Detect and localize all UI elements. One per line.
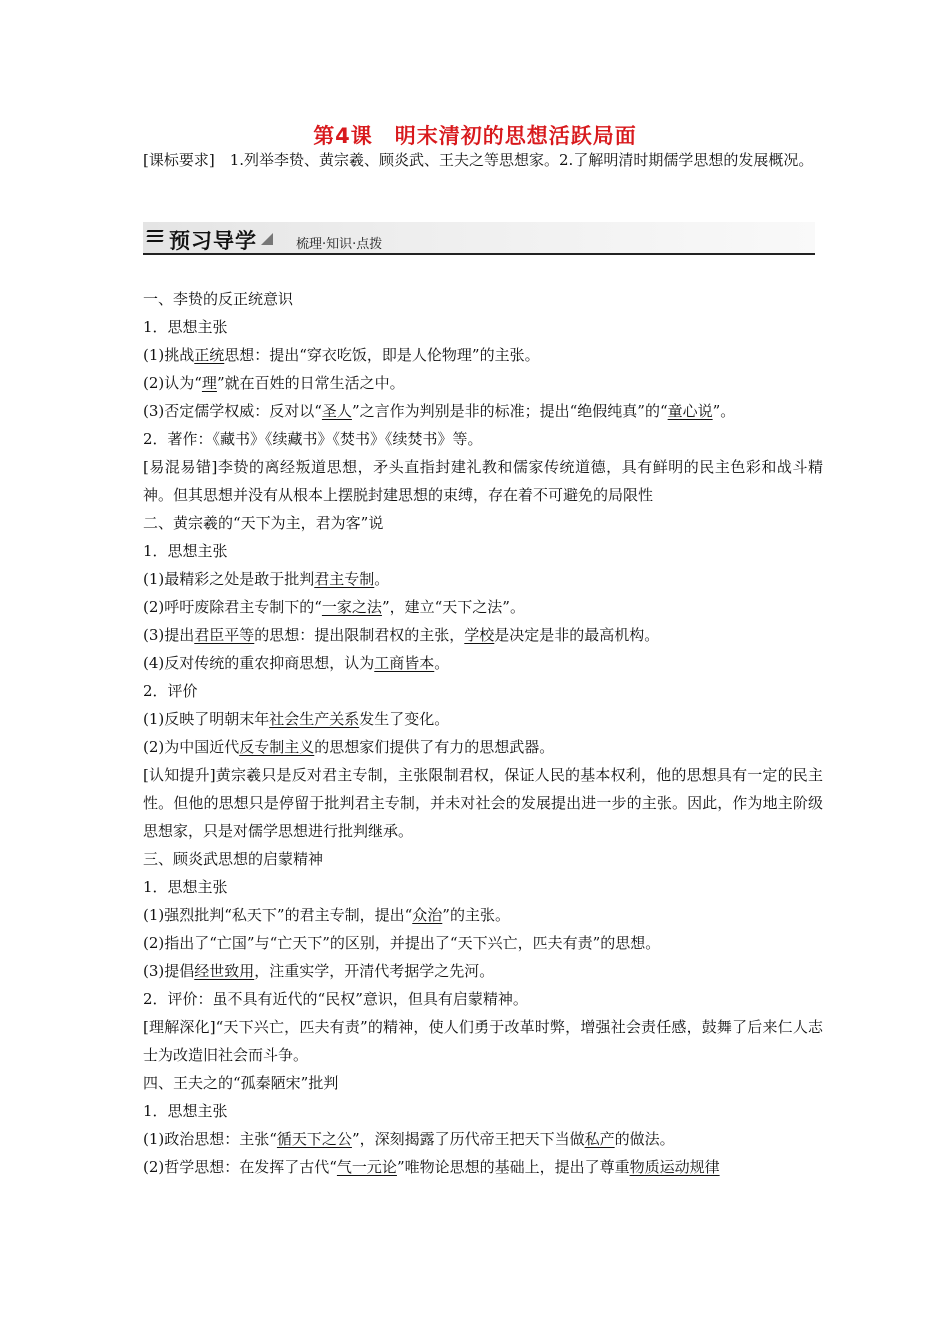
text-segment: 2．评价：虽不具有近代的“民权”意识，但具有启蒙精神。 <box>143 990 528 1008</box>
banner-rule <box>143 253 815 255</box>
underlined-keyword: 反专制主义 <box>239 738 315 756</box>
text-segment: [认知提升]黄宗羲只是反对君主专制，主张限制君权，保证人民的基本权利，他的思想具有一定的民主性。但他的思想只是停留于批判君主专制，并未对社会的发展提出进一步的主张。因此，作为地主阶级思想家，只是对儒学思想进行批判继承。 <box>143 766 823 840</box>
text-segment: (4)反对传统的重农抑商思想，认为 <box>143 654 375 672</box>
underlined-keyword: 一家之法 <box>321 598 382 616</box>
text-segment: 1．思想主张 <box>143 878 228 896</box>
curriculum-requirements: [课标要求] 1.列举李贽、黄宗羲、顾炎武、王夫之等思想家。2.了解明清时期儒学思想的发展概况。 <box>143 151 814 169</box>
underlined-keyword: 学校 <box>464 626 495 644</box>
text-segment: (1)最精彩之处是敢于批判 <box>143 570 315 588</box>
text-segment: 2．评价 <box>143 682 198 700</box>
text-line <box>143 1125 823 1153</box>
text-segment: 发生了变化。 <box>359 710 450 728</box>
underlined-keyword: 众治 <box>412 906 443 924</box>
underlined-keyword: 正统 <box>194 346 225 364</box>
text-line <box>143 985 823 1013</box>
text-segment: 的做法。 <box>614 1130 675 1148</box>
text-segment: 1．思想主张 <box>143 318 228 336</box>
text-line <box>143 425 823 453</box>
text-segment: (2)呼吁废除君主专制下的“ <box>143 598 322 616</box>
triangle-icon <box>261 233 273 245</box>
underlined-keyword: 经世致用 <box>194 962 255 980</box>
text-line <box>143 1097 823 1125</box>
text-segment: ”，建立“天下之法”。 <box>381 598 525 616</box>
underlined-keyword: 循天下之公 <box>276 1130 352 1148</box>
stripes-icon <box>147 230 163 246</box>
text-segment: 三、顾炎武思想的启蒙精神 <box>143 850 324 868</box>
text-segment: 二、黄宗羲的“天下为主，君为客”说 <box>143 514 384 532</box>
text-line <box>143 369 823 397</box>
text-segment: 。 <box>434 654 450 672</box>
text-line <box>143 1013 823 1069</box>
underlined-keyword: 社会生产关系 <box>269 710 360 728</box>
banner-subtitle: 梳理·知识·点拨 <box>296 237 383 252</box>
section-banner <box>143 222 815 256</box>
text-line <box>143 621 823 649</box>
text-segment: (1)政治思想：主张“ <box>143 1130 277 1148</box>
text-line <box>143 705 823 733</box>
text-line <box>143 649 823 677</box>
text-segment: ，注重实学，开清代考据学之先河。 <box>254 962 495 980</box>
text-segment: 思想：提出“穿衣吃饭，即是人伦物理”的主张。 <box>224 346 540 364</box>
text-line <box>143 1153 823 1181</box>
text-segment: 1．思想主张 <box>143 1102 228 1120</box>
underlined-keyword: 工商皆本 <box>374 654 435 672</box>
text-segment: 2．著作：《藏书》《续藏书》《焚书》《续焚书》等。 <box>143 430 483 448</box>
underlined-keyword: 理 <box>201 374 217 392</box>
underlined-keyword: 君臣平等 <box>194 626 255 644</box>
underlined-keyword: 圣人 <box>321 402 352 420</box>
text-segment: 的思想：提出限制君权的主张， <box>254 626 465 644</box>
text-segment: 1．思想主张 <box>143 542 228 560</box>
underlined-keyword: 君主专制 <box>314 570 375 588</box>
text-line <box>143 397 823 425</box>
text-line <box>143 537 823 565</box>
text-line <box>143 929 823 957</box>
text-segment: ”之言作为判别是非的标准；提出“绝假纯真”的“ <box>351 402 668 420</box>
text-segment: (2)哲学思想：在发挥了古代“ <box>143 1158 337 1176</box>
underlined-keyword: 气一元论 <box>336 1158 397 1176</box>
text-segment: ”就在百姓的日常生活之中。 <box>216 374 405 392</box>
text-line <box>143 761 823 845</box>
text-segment: (1)反映了明朝末年 <box>143 710 270 728</box>
text-line <box>143 593 823 621</box>
text-segment: 是决定是非的最高机构。 <box>494 626 660 644</box>
text-line <box>143 733 823 761</box>
text-segment: (1)强烈批判“私天下”的君主专制，提出“ <box>143 906 413 924</box>
banner-heading: 预习导学 <box>169 229 257 253</box>
text-segment: 的思想家们提供了有力的思想武器。 <box>314 738 555 756</box>
text-line <box>143 565 823 593</box>
text-line <box>143 341 823 369</box>
document-body <box>143 285 823 1181</box>
text-line <box>143 677 823 705</box>
text-line <box>143 453 823 509</box>
text-segment: (1)挑战 <box>143 346 195 364</box>
text-segment: [易混易错]李贽的离经叛道思想，矛头直指封建礼教和儒家传统道德，具有鲜明的民主色彩和战斗精神。但其思想并没有从根本上摆脱封建思想的束缚，存在着不可避免的局限性 <box>143 458 823 504</box>
text-segment: (2)指出了“亡国”与“亡天下”的区别，并提出了“天下兴亡，匹夫有责”的思想。 <box>143 934 661 952</box>
text-line <box>143 509 823 537</box>
text-line <box>143 873 823 901</box>
text-segment: ”，深刻揭露了历代帝王把天下当做 <box>351 1130 585 1148</box>
text-line <box>143 901 823 929</box>
text-line <box>143 1069 823 1097</box>
text-segment: (3)提倡 <box>143 962 195 980</box>
text-line <box>143 957 823 985</box>
text-segment: ”唯物论思想的基础上，提出了尊重 <box>396 1158 630 1176</box>
text-segment: ”的主张。 <box>442 906 510 924</box>
text-segment: 一、李贽的反正统意识 <box>143 290 294 308</box>
text-line <box>143 313 823 341</box>
underlined-keyword: 童心说 <box>667 402 713 420</box>
text-segment: 四、王夫之的“孤秦陋宋”批判 <box>143 1074 339 1092</box>
lesson-title: 第4课 明末清初的思想活跃局面 <box>313 124 637 148</box>
text-segment: (2)为中国近代 <box>143 738 240 756</box>
text-line <box>143 845 823 873</box>
underlined-keyword: 物质运动规律 <box>629 1158 720 1176</box>
underlined-keyword: 私产 <box>584 1130 615 1148</box>
text-segment: 。 <box>374 570 390 588</box>
text-segment: [理解深化]“天下兴亡，匹夫有责”的精神，使人们勇于改革时弊，增强社会责任感，鼓舞了后来仁人志士为改造旧社会而斗争。 <box>143 1018 823 1064</box>
text-segment: ”。 <box>712 402 736 420</box>
text-line <box>143 285 823 313</box>
text-segment: (3)提出 <box>143 626 195 644</box>
text-segment: (2)认为“ <box>143 374 202 392</box>
text-segment: (3)否定儒学权威：反对以“ <box>143 402 322 420</box>
